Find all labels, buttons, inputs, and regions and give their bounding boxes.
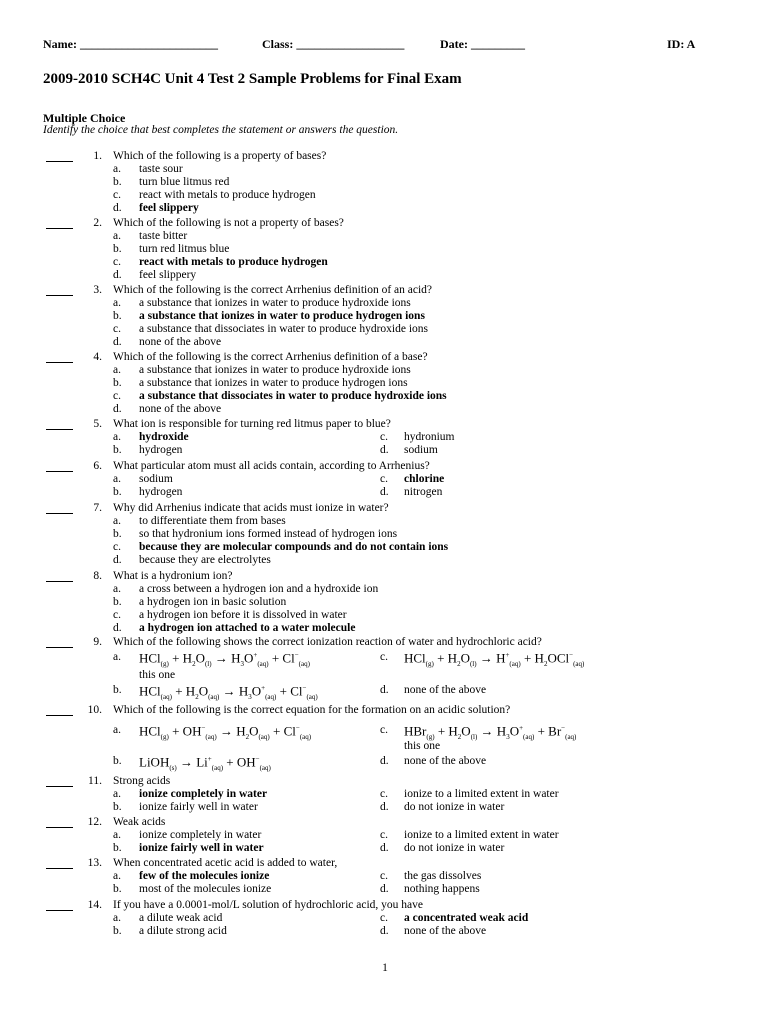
choice-letter: c.: [380, 651, 388, 663]
choice-letter: b.: [113, 596, 122, 608]
choice-text: hydrogen: [139, 486, 183, 498]
choice-letter: c.: [380, 788, 388, 800]
question-number: 14.: [87, 899, 102, 911]
answer-blank[interactable]: [46, 827, 73, 828]
choice-letter: d.: [380, 801, 389, 813]
answer-blank[interactable]: [46, 161, 73, 162]
equation-9b: $HCl_{(aq)} + H_2O_{(aq)} \to H_3O^+_{(aq)} + Cl^-_{(aq)}$: [139, 683, 318, 701]
equation-9a: $HCl_{(g)} + H_2O_{(l)} \to H_3O^+_{(aq)} + Cl^-_{(aq)}$: [139, 650, 310, 668]
choice-letter: b.: [113, 486, 122, 498]
choice-letter: d.: [380, 755, 389, 767]
answer-blank[interactable]: [46, 786, 73, 787]
choice-text: to differentiate them from bases: [139, 515, 286, 527]
question-number: 7.: [93, 502, 102, 514]
date-field-label: Date: _________: [440, 37, 525, 51]
question-text: Strong acids: [113, 775, 171, 787]
choice-text: turn blue litmus red: [139, 176, 230, 188]
choice-letter: b.: [113, 925, 122, 937]
question-text: Which of the following shows the correct ionization reaction of water and hydrochloric acid?: [113, 636, 542, 648]
question-text: Which of the following is the correct Arrhenius definition of a base?: [113, 351, 428, 363]
choice-letter: d.: [380, 684, 389, 696]
question-number: 6.: [93, 460, 102, 472]
choice-letter: b.: [113, 310, 122, 322]
choice-text: react with metals to produce hydrogen: [139, 189, 316, 201]
choice-text: none of the above: [139, 336, 222, 348]
choice-text: ionize to a limited extent in water: [404, 788, 559, 800]
choice-text: a substance that dissociates in water to produce hydroxide ions: [139, 390, 447, 402]
choice-text: chlorine: [404, 473, 445, 485]
choice-text: hydronium: [404, 431, 455, 443]
choice-letter: c.: [380, 724, 388, 736]
question-text: If you have a 0.0001-mol/L solution of hydrochloric acid, you have: [113, 899, 423, 911]
choice-letter: c.: [380, 431, 388, 443]
choice-letter: c.: [380, 912, 388, 924]
section-heading: Multiple Choice: [43, 111, 126, 125]
answer-note: this one: [139, 669, 176, 681]
choice-text: taste bitter: [139, 230, 188, 242]
choice-letter: b.: [113, 755, 122, 767]
choice-letter: d.: [380, 925, 389, 937]
choice-letter: c.: [113, 256, 121, 268]
choice-letter: b.: [113, 243, 122, 255]
question-text: Which of the following is the correct equation for the formation on an acidic solution?: [113, 704, 511, 716]
choice-text: a substance that ionizes in water to produce hydroxide ions: [139, 297, 411, 309]
question-number: 5.: [93, 418, 102, 430]
choice-text: hydroxide: [139, 431, 189, 443]
question-number: 10.: [87, 704, 102, 716]
choice-text: ionize fairly well in water: [139, 842, 264, 854]
choice-letter: a.: [113, 583, 121, 595]
choice-text: a dilute strong acid: [139, 925, 227, 937]
choice-text: a dilute weak acid: [139, 912, 223, 924]
section-instructions: Identify the choice that best completes the statement or answers the question.: [43, 124, 399, 136]
question-number: 9.: [93, 636, 102, 648]
choice-letter: d.: [113, 622, 122, 634]
answer-blank[interactable]: [46, 362, 73, 363]
choice-letter: d.: [113, 403, 122, 415]
question-number: 8.: [93, 570, 102, 582]
choice-letter: a.: [113, 431, 121, 443]
choice-text: feel slippery: [139, 202, 199, 214]
choice-letter: c.: [113, 609, 121, 621]
choice-text: a substance that ionizes in water to produce hydrogen ions: [139, 310, 425, 322]
question-text: Which of the following is a property of bases?: [113, 150, 327, 162]
answer-blank[interactable]: [46, 513, 73, 514]
choice-text: react with metals to produce hydrogen: [139, 256, 328, 268]
answer-blank[interactable]: [46, 868, 73, 869]
choice-text: ionize fairly well in water: [139, 801, 258, 813]
choice-letter: c.: [113, 323, 121, 335]
choice-text: most of the molecules ionize: [139, 883, 272, 895]
equation-9c: $HCl_{(g)} + H_2O_{(l)} \to H^+_{(aq)} + H_2OCl^-_{(aq)}$: [404, 650, 585, 668]
choice-text: a concentrated weak acid: [404, 912, 529, 924]
id-label: ID: A: [667, 37, 696, 51]
choice-letter: d.: [113, 554, 122, 566]
choice-letter: d.: [380, 883, 389, 895]
choice-letter: b.: [113, 176, 122, 188]
choice-letter: c.: [113, 541, 121, 553]
choice-text: none of the above: [139, 403, 222, 415]
choice-text: taste sour: [139, 163, 183, 175]
choice-letter: a.: [113, 515, 121, 527]
choice-letter: a.: [113, 163, 121, 175]
choice-text: none of the above: [404, 684, 487, 696]
choice-text: ionize completely in water: [139, 788, 268, 800]
choice-text: few of the molecules ionize: [139, 870, 270, 882]
question-text: When concentrated acetic acid is added to water,: [113, 857, 338, 869]
choice-text: sodium: [139, 473, 173, 485]
question-text: Which of the following is not a property of bases?: [113, 217, 344, 229]
question-number: 2.: [93, 217, 102, 229]
question-text: Which of the following is the correct Arrhenius definition of an acid?: [113, 284, 433, 296]
choice-letter: b.: [113, 528, 122, 540]
choice-letter: a.: [113, 473, 121, 485]
answer-blank[interactable]: [46, 228, 73, 229]
answer-blank[interactable]: [46, 715, 73, 716]
question-text: Why did Arrhenius indicate that acids must ionize in water?: [113, 502, 389, 514]
choice-letter: d.: [380, 842, 389, 854]
answer-blank[interactable]: [46, 910, 73, 911]
answer-blank[interactable]: [46, 471, 73, 472]
question-text: What particular atom must all acids contain, according to Arrhenius?: [113, 460, 430, 472]
equation-10a: $HCl_{(g)} + OH^-_{(aq)} \to H_2O_{(aq)} + Cl^-_{(aq)}$: [139, 723, 312, 741]
choice-text: because they are molecular compounds and do not contain ions: [139, 541, 449, 553]
choice-text: none of the above: [404, 755, 487, 767]
choice-text: do not ionize in water: [404, 842, 505, 854]
equation-10b: LiOH$_{(s)}$ → $Li^+_{(aq)} + OH^-_{(aq)}$: [139, 754, 271, 772]
choice-letter: d.: [113, 269, 122, 281]
question-number: 1.: [93, 150, 102, 162]
choice-text: ionize to a limited extent in water: [404, 829, 559, 841]
choice-letter: d.: [113, 202, 122, 214]
choice-letter: b.: [113, 684, 122, 696]
choice-letter: c.: [113, 390, 121, 402]
answer-blank[interactable]: [46, 581, 73, 582]
class-field-label: Class: __________________: [262, 37, 405, 51]
choice-text: none of the above: [404, 925, 487, 937]
choice-text: a hydrogen ion before it is dissolved in water: [139, 609, 347, 621]
choice-text: a hydrogen ion in basic solution: [139, 596, 287, 608]
question-number: 11.: [88, 775, 102, 787]
page-number: 1: [382, 962, 388, 974]
choice-letter: d.: [380, 486, 389, 498]
choice-letter: b.: [113, 801, 122, 813]
answer-blank[interactable]: [46, 429, 73, 430]
choice-letter: a.: [113, 912, 121, 924]
choice-text: feel slippery: [139, 269, 197, 281]
choice-letter: c.: [113, 189, 121, 201]
choice-text: a substance that dissociates in water to produce hydroxide ions: [139, 323, 429, 335]
question-text: Weak acids: [113, 816, 166, 828]
choice-letter: b.: [113, 377, 122, 389]
answer-blank[interactable]: [46, 647, 73, 648]
equation-10c: $HBr_{(g)} + H_2O_{(l)} \to H_3O^+_{(aq)} + Br^-_{(aq)}$: [404, 723, 577, 741]
choice-text: a substance that ionizes in water to produce hydroxide ions: [139, 364, 411, 376]
question-text: What is a hydronium ion?: [113, 570, 233, 582]
choice-text: ionize completely in water: [139, 829, 262, 841]
choice-text: nitrogen: [404, 486, 443, 498]
choice-letter: a.: [113, 364, 121, 376]
choice-text: a cross between a hydrogen ion and a hydroxide ion: [139, 583, 379, 595]
name-field-label: Name: _______________________: [43, 37, 218, 51]
choice-text: do not ionize in water: [404, 801, 505, 813]
choice-text: the gas dissolves: [404, 870, 482, 882]
question-number: 13.: [87, 857, 102, 869]
choice-letter: c.: [380, 829, 388, 841]
choice-text: because they are electrolytes: [139, 554, 271, 566]
choice-letter: a.: [113, 651, 121, 663]
question-number: 4.: [93, 351, 102, 363]
question-number: 3.: [93, 284, 102, 296]
choice-letter: b.: [113, 444, 122, 456]
question-text: What ion is responsible for turning red litmus paper to blue?: [113, 418, 391, 430]
choice-letter: a.: [113, 724, 121, 736]
choice-letter: c.: [380, 473, 388, 485]
choice-letter: a.: [113, 788, 121, 800]
answer-note: this one: [404, 740, 441, 752]
page-title: 2009-2010 SCH4C Unit 4 Test 2 Sample Problems for Final Exam: [43, 71, 462, 87]
choice-text: a substance that ionizes in water to produce hydrogen ions: [139, 377, 408, 389]
choice-letter: a.: [113, 870, 121, 882]
choice-letter: d.: [113, 336, 122, 348]
choice-letter: b.: [113, 842, 122, 854]
choice-letter: a.: [113, 297, 121, 309]
choice-text: sodium: [404, 444, 438, 456]
answer-blank[interactable]: [46, 295, 73, 296]
choice-text: nothing happens: [404, 883, 480, 895]
choice-letter: a.: [113, 829, 121, 841]
choice-letter: a.: [113, 230, 121, 242]
choice-text: turn red litmus blue: [139, 243, 230, 255]
choice-text: a hydrogen ion attached to a water molecule: [139, 622, 356, 634]
choice-letter: b.: [113, 883, 122, 895]
choice-text: so that hydronium ions formed instead of hydrogen ions: [139, 528, 398, 540]
choice-letter: d.: [380, 444, 389, 456]
question-number: 12.: [87, 816, 102, 828]
choice-text: hydrogen: [139, 444, 183, 456]
choice-letter: c.: [380, 870, 388, 882]
